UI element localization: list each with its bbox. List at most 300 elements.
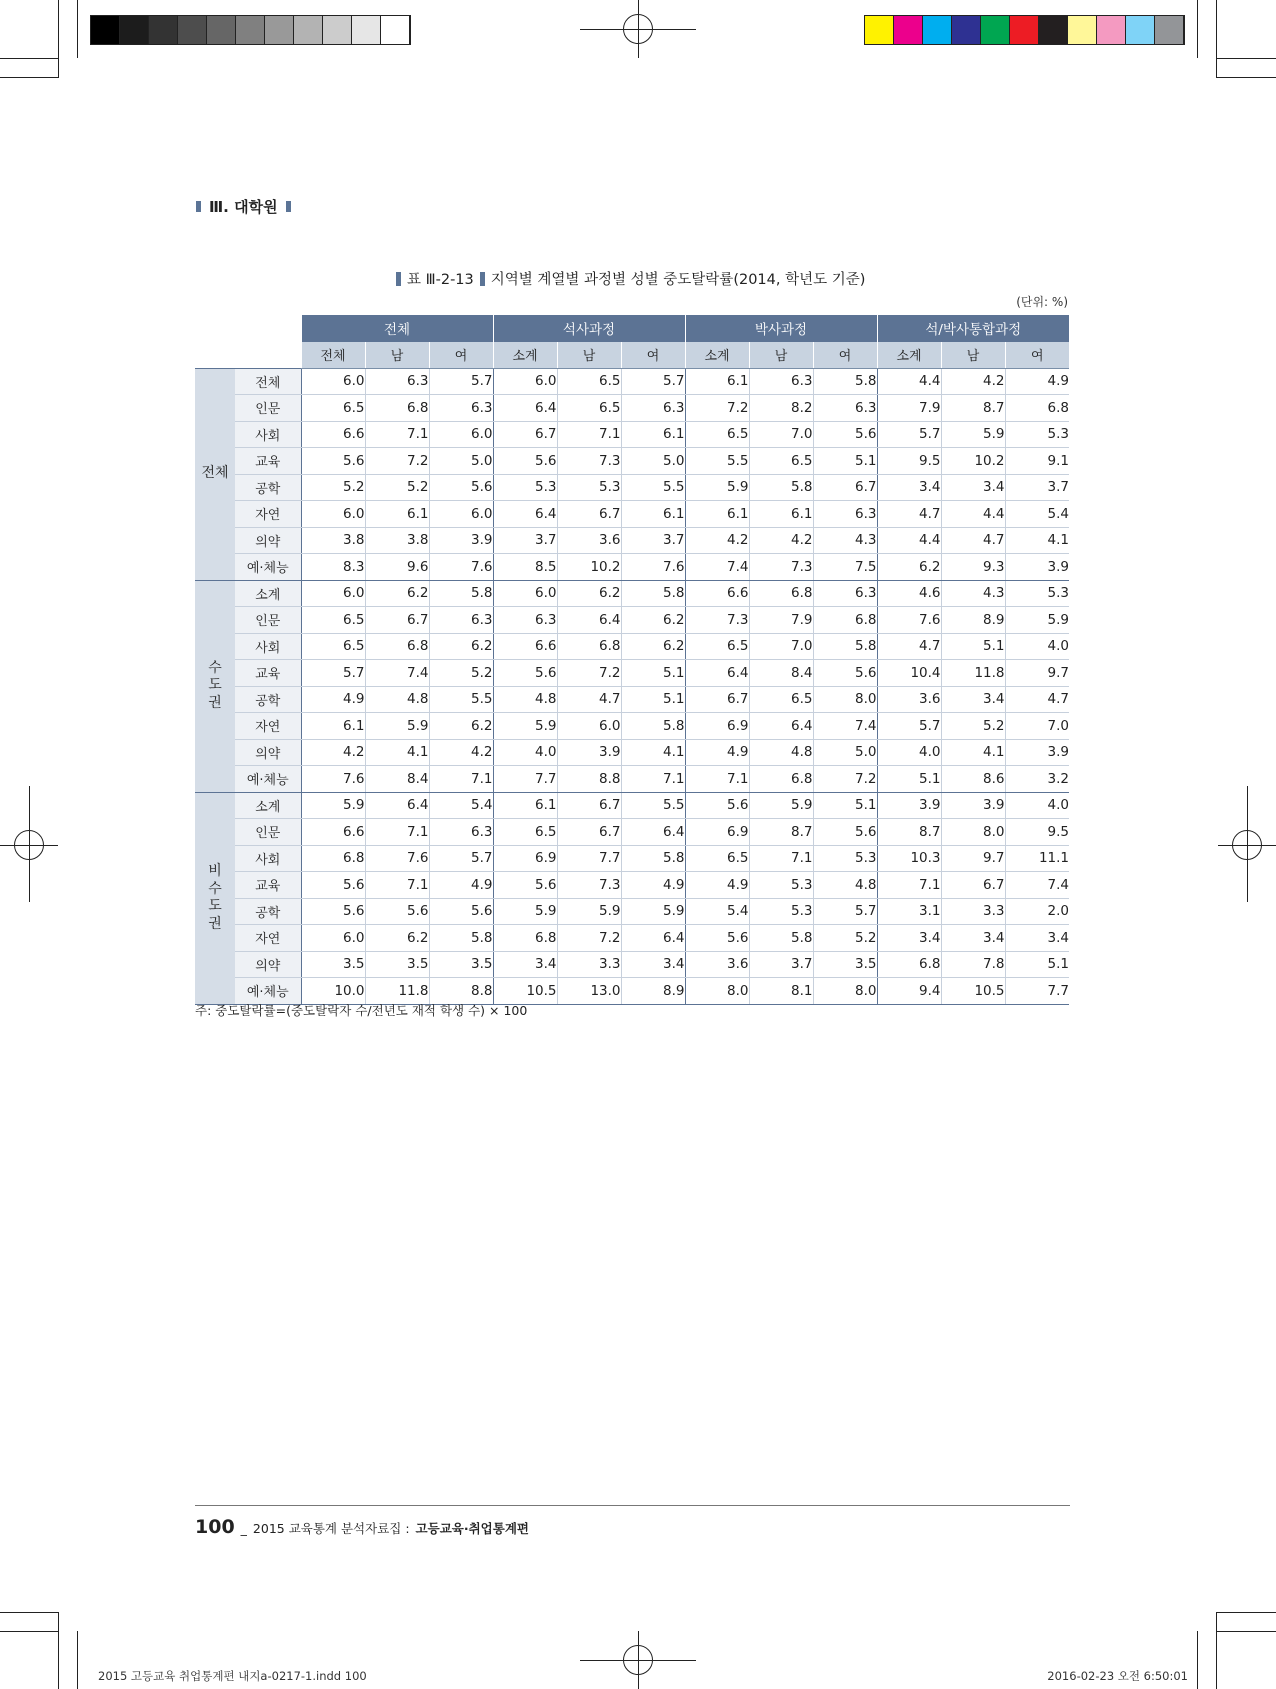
value-cell: 5.6 (429, 474, 493, 501)
value-cell: 7.7 (1005, 978, 1069, 1005)
value-cell: 5.1 (877, 766, 941, 793)
field-cell: 의약 (235, 951, 301, 978)
title-marker-icon (396, 272, 401, 286)
group-header: 전체 (301, 315, 493, 342)
value-cell: 7.1 (365, 421, 429, 448)
value-cell: 6.1 (685, 501, 749, 528)
value-cell: 4.9 (685, 872, 749, 899)
field-cell: 의약 (235, 739, 301, 766)
value-cell: 4.7 (941, 527, 1005, 554)
color-swatch (1010, 16, 1039, 44)
value-cell: 4.8 (365, 686, 429, 713)
region-cell (195, 580, 235, 792)
value-cell: 4.7 (877, 501, 941, 528)
table-row (195, 607, 1069, 634)
value-cell: 6.3 (493, 607, 557, 634)
value-cell: 8.8 (557, 766, 621, 793)
value-cell: 6.0 (301, 580, 365, 607)
value-cell: 5.6 (685, 792, 749, 819)
value-cell: 4.1 (941, 739, 1005, 766)
value-cell: 4.6 (877, 580, 941, 607)
value-cell: 4.1 (621, 739, 685, 766)
value-cell: 3.4 (493, 951, 557, 978)
value-cell: 6.0 (301, 501, 365, 528)
value-cell: 5.6 (685, 925, 749, 952)
gray-swatch (294, 16, 323, 44)
value-cell: 5.9 (365, 713, 429, 740)
value-cell: 11.8 (365, 978, 429, 1005)
value-cell: 8.4 (749, 660, 813, 687)
value-cell: 7.1 (365, 819, 429, 846)
value-cell: 6.2 (365, 580, 429, 607)
field-cell: 사회 (235, 421, 301, 448)
value-cell: 6.5 (493, 819, 557, 846)
table-row (195, 739, 1069, 766)
value-cell: 4.1 (1005, 527, 1069, 554)
value-cell: 6.1 (749, 501, 813, 528)
value-cell: 6.1 (301, 713, 365, 740)
value-cell: 5.8 (621, 580, 685, 607)
field-cell: 교육 (235, 872, 301, 899)
table-row (195, 660, 1069, 687)
value-cell: 4.0 (1005, 792, 1069, 819)
value-cell: 7.6 (429, 554, 493, 581)
value-cell: 9.4 (877, 978, 941, 1005)
value-cell: 5.9 (941, 421, 1005, 448)
value-cell: 4.8 (749, 739, 813, 766)
value-cell: 5.0 (813, 739, 877, 766)
value-cell: 3.8 (301, 527, 365, 554)
value-cell: 7.1 (365, 872, 429, 899)
value-cell: 6.4 (493, 395, 557, 422)
sub-header: 여 (429, 342, 493, 369)
table-row (195, 872, 1069, 899)
value-cell: 4.1 (365, 739, 429, 766)
value-cell: 6.5 (749, 448, 813, 475)
value-cell: 6.6 (301, 819, 365, 846)
value-cell: 7.6 (621, 554, 685, 581)
value-cell: 7.6 (301, 766, 365, 793)
value-cell: 5.7 (621, 368, 685, 395)
page-footer (195, 1516, 529, 1538)
value-cell: 7.0 (1005, 713, 1069, 740)
region-label: 비수도권 (208, 863, 222, 932)
value-cell: 6.9 (685, 819, 749, 846)
value-cell: 5.6 (301, 898, 365, 925)
value-cell: 3.4 (877, 925, 941, 952)
value-cell: 7.2 (557, 660, 621, 687)
field-cell: 사회 (235, 633, 301, 660)
table-row (195, 633, 1069, 660)
field-cell: 인문 (235, 819, 301, 846)
value-cell: 5.8 (621, 845, 685, 872)
value-cell: 6.5 (557, 368, 621, 395)
value-cell: 7.2 (685, 395, 749, 422)
unit-label: (단위: %) (1016, 295, 1068, 309)
value-cell: 11.1 (1005, 845, 1069, 872)
region-label: 전체 (201, 465, 229, 482)
value-cell: 3.9 (941, 792, 1005, 819)
value-cell: 5.5 (621, 474, 685, 501)
value-cell: 6.1 (621, 421, 685, 448)
value-cell: 3.8 (365, 527, 429, 554)
value-cell: 3.6 (557, 527, 621, 554)
field-cell: 예·체능 (235, 978, 301, 1005)
section-title: Ⅲ. 대학원 (209, 198, 278, 216)
value-cell: 8.5 (493, 554, 557, 581)
value-cell: 3.6 (877, 686, 941, 713)
process-color-bar (864, 15, 1185, 45)
value-cell: 3.7 (621, 527, 685, 554)
value-cell: 6.2 (877, 554, 941, 581)
footer-divider (195, 1505, 1070, 1506)
value-cell: 6.9 (685, 713, 749, 740)
value-cell: 6.4 (621, 819, 685, 846)
value-cell: 6.5 (301, 395, 365, 422)
value-cell: 6.1 (493, 792, 557, 819)
gray-swatch (352, 16, 381, 44)
color-swatch (1068, 16, 1097, 44)
table-row (195, 580, 1069, 607)
footer-volume: 고등교육·취업통계편 (415, 1521, 529, 1536)
value-cell: 6.4 (493, 501, 557, 528)
table-row (195, 951, 1069, 978)
value-cell: 5.2 (941, 713, 1005, 740)
value-cell: 3.5 (365, 951, 429, 978)
value-cell: 6.4 (621, 925, 685, 952)
value-cell: 7.2 (557, 925, 621, 952)
value-cell: 7.0 (749, 421, 813, 448)
value-cell: 8.9 (941, 607, 1005, 634)
value-cell: 8.7 (877, 819, 941, 846)
value-cell: 8.0 (813, 686, 877, 713)
value-cell: 3.9 (1005, 554, 1069, 581)
table-row (195, 421, 1069, 448)
field-cell: 교육 (235, 660, 301, 687)
value-cell: 4.9 (301, 686, 365, 713)
value-cell: 5.1 (941, 633, 1005, 660)
value-cell: 4.9 (621, 872, 685, 899)
value-cell: 6.2 (429, 633, 493, 660)
value-cell: 10.3 (877, 845, 941, 872)
value-cell: 5.5 (429, 686, 493, 713)
value-cell: 13.0 (557, 978, 621, 1005)
value-cell: 4.2 (749, 527, 813, 554)
value-cell: 7.3 (685, 607, 749, 634)
value-cell: 5.6 (493, 872, 557, 899)
value-cell: 5.3 (1005, 421, 1069, 448)
color-swatch (1039, 16, 1068, 44)
value-cell: 7.3 (557, 872, 621, 899)
value-cell: 6.7 (493, 421, 557, 448)
value-cell: 5.2 (365, 474, 429, 501)
value-cell: 7.7 (493, 766, 557, 793)
value-cell: 6.4 (749, 713, 813, 740)
value-cell: 6.0 (557, 713, 621, 740)
value-cell: 5.0 (429, 448, 493, 475)
value-cell: 9.5 (877, 448, 941, 475)
value-cell: 6.3 (429, 607, 493, 634)
table-row (195, 713, 1069, 740)
field-cell: 전체 (235, 368, 301, 395)
value-cell: 4.2 (941, 368, 1005, 395)
value-cell: 4.4 (877, 368, 941, 395)
value-cell: 6.3 (749, 368, 813, 395)
value-cell: 5.4 (685, 898, 749, 925)
color-swatch (1097, 16, 1126, 44)
value-cell: 9.6 (365, 554, 429, 581)
value-cell: 7.2 (365, 448, 429, 475)
value-cell: 6.5 (301, 607, 365, 634)
value-cell: 5.3 (749, 872, 813, 899)
value-cell: 6.7 (813, 474, 877, 501)
value-cell: 7.2 (813, 766, 877, 793)
value-cell: 6.7 (557, 819, 621, 846)
title-marker-icon (480, 272, 485, 286)
value-cell: 4.4 (941, 501, 1005, 528)
value-cell: 5.8 (749, 925, 813, 952)
value-cell: 5.3 (749, 898, 813, 925)
value-cell: 4.0 (877, 739, 941, 766)
value-cell: 6.0 (301, 368, 365, 395)
value-cell: 6.8 (749, 580, 813, 607)
color-swatch (1155, 16, 1184, 44)
value-cell: 3.7 (1005, 474, 1069, 501)
value-cell: 8.2 (749, 395, 813, 422)
table-row (195, 845, 1069, 872)
value-cell: 4.2 (429, 739, 493, 766)
field-cell: 예·체능 (235, 766, 301, 793)
sub-header-row (195, 342, 1069, 369)
value-cell: 7.1 (685, 766, 749, 793)
color-swatch (894, 16, 923, 44)
value-cell: 7.4 (1005, 872, 1069, 899)
value-cell: 4.7 (557, 686, 621, 713)
value-cell: 7.3 (749, 554, 813, 581)
value-cell: 10.2 (941, 448, 1005, 475)
value-cell: 9.3 (941, 554, 1005, 581)
value-cell: 5.3 (493, 474, 557, 501)
value-cell: 6.4 (685, 660, 749, 687)
value-cell: 5.8 (813, 368, 877, 395)
field-cell: 사회 (235, 845, 301, 872)
value-cell: 8.4 (365, 766, 429, 793)
value-cell: 6.1 (621, 501, 685, 528)
value-cell: 10.5 (493, 978, 557, 1005)
field-cell: 소계 (235, 580, 301, 607)
value-cell: 6.6 (493, 633, 557, 660)
value-cell: 5.6 (429, 898, 493, 925)
value-cell: 5.1 (1005, 951, 1069, 978)
value-cell: 6.2 (557, 580, 621, 607)
value-cell: 3.2 (1005, 766, 1069, 793)
value-cell: 3.5 (429, 951, 493, 978)
value-cell: 5.1 (813, 448, 877, 475)
value-cell: 5.9 (685, 474, 749, 501)
value-cell: 3.9 (1005, 739, 1069, 766)
group-header-row (195, 315, 1069, 342)
value-cell: 4.4 (877, 527, 941, 554)
value-cell: 5.8 (621, 713, 685, 740)
value-cell: 5.0 (621, 448, 685, 475)
value-cell: 3.5 (301, 951, 365, 978)
value-cell: 4.2 (685, 527, 749, 554)
sub-header: 남 (365, 342, 429, 369)
table-row (195, 925, 1069, 952)
value-cell: 5.8 (429, 925, 493, 952)
section-marker-icon (196, 201, 201, 212)
value-cell: 4.8 (813, 872, 877, 899)
gray-swatch (265, 16, 294, 44)
value-cell: 6.2 (621, 607, 685, 634)
group-header: 박사과정 (685, 315, 877, 342)
region-cell (195, 368, 235, 580)
value-cell: 5.9 (493, 713, 557, 740)
value-cell: 6.0 (429, 501, 493, 528)
sub-header: 남 (941, 342, 1005, 369)
value-cell: 6.3 (365, 368, 429, 395)
value-cell: 6.7 (685, 686, 749, 713)
value-cell: 3.9 (557, 739, 621, 766)
value-cell: 8.6 (941, 766, 1005, 793)
value-cell: 4.7 (877, 633, 941, 660)
field-cell: 소계 (235, 792, 301, 819)
value-cell: 6.5 (685, 421, 749, 448)
gray-swatch (236, 16, 265, 44)
color-swatch (1126, 16, 1155, 44)
value-cell: 6.2 (429, 713, 493, 740)
value-cell: 5.3 (557, 474, 621, 501)
field-cell: 의약 (235, 527, 301, 554)
value-cell: 6.3 (813, 501, 877, 528)
value-cell: 7.4 (685, 554, 749, 581)
value-cell: 3.6 (685, 951, 749, 978)
value-cell: 10.5 (941, 978, 1005, 1005)
table-row (195, 554, 1069, 581)
value-cell: 6.3 (429, 819, 493, 846)
color-swatch (952, 16, 981, 44)
value-cell: 5.8 (749, 474, 813, 501)
value-cell: 8.0 (813, 978, 877, 1005)
value-cell: 6.8 (749, 766, 813, 793)
value-cell: 5.6 (493, 448, 557, 475)
gray-swatch (207, 16, 236, 44)
value-cell: 9.7 (1005, 660, 1069, 687)
value-cell: 5.7 (301, 660, 365, 687)
value-cell: 3.9 (877, 792, 941, 819)
value-cell: 6.7 (365, 607, 429, 634)
field-cell: 자연 (235, 925, 301, 952)
value-cell: 10.4 (877, 660, 941, 687)
sub-header: 여 (1005, 342, 1069, 369)
value-cell: 8.7 (749, 819, 813, 846)
value-cell: 6.9 (493, 845, 557, 872)
value-cell: 4.3 (813, 527, 877, 554)
value-cell: 5.7 (813, 898, 877, 925)
page-number: 100 (195, 1516, 235, 1538)
value-cell: 7.1 (429, 766, 493, 793)
value-cell: 3.7 (493, 527, 557, 554)
value-cell: 3.9 (429, 527, 493, 554)
value-cell: 6.4 (365, 792, 429, 819)
gray-swatch (323, 16, 352, 44)
table-title (396, 268, 865, 289)
field-cell: 공학 (235, 474, 301, 501)
value-cell: 3.4 (621, 951, 685, 978)
value-cell: 4.0 (1005, 633, 1069, 660)
value-cell: 3.4 (877, 474, 941, 501)
value-cell: 7.1 (557, 421, 621, 448)
value-cell: 4.9 (685, 739, 749, 766)
value-cell: 5.5 (621, 792, 685, 819)
value-cell: 5.2 (301, 474, 365, 501)
value-cell: 5.3 (1005, 580, 1069, 607)
value-cell: 6.7 (941, 872, 1005, 899)
value-cell: 5.1 (621, 660, 685, 687)
sub-header: 여 (621, 342, 685, 369)
value-cell: 7.1 (621, 766, 685, 793)
value-cell: 3.3 (941, 898, 1005, 925)
value-cell: 6.3 (813, 395, 877, 422)
value-cell: 6.3 (621, 395, 685, 422)
value-cell: 6.0 (301, 925, 365, 952)
color-swatch (865, 16, 894, 44)
value-cell: 6.0 (493, 580, 557, 607)
sub-header: 전체 (301, 342, 365, 369)
value-cell: 5.6 (493, 660, 557, 687)
table-label: 표 Ⅲ-2-13 (407, 272, 474, 288)
section-header (196, 196, 291, 217)
value-cell: 7.6 (365, 845, 429, 872)
region-cell (195, 792, 235, 1004)
value-cell: 5.8 (429, 580, 493, 607)
value-cell: 3.3 (557, 951, 621, 978)
value-cell: 10.2 (557, 554, 621, 581)
value-cell: 5.8 (813, 633, 877, 660)
value-cell: 4.7 (1005, 686, 1069, 713)
field-cell: 예·체능 (235, 554, 301, 581)
gray-color-bar (90, 15, 411, 45)
value-cell: 5.7 (429, 845, 493, 872)
sub-header: 남 (557, 342, 621, 369)
value-cell: 6.5 (685, 633, 749, 660)
value-cell: 6.3 (813, 580, 877, 607)
value-cell: 8.7 (941, 395, 1005, 422)
sub-header: 소계 (685, 342, 749, 369)
group-header: 석/박사통합과정 (877, 315, 1069, 342)
table-row (195, 527, 1069, 554)
value-cell: 6.0 (493, 368, 557, 395)
value-cell: 6.6 (301, 421, 365, 448)
value-cell: 5.5 (685, 448, 749, 475)
color-swatch (923, 16, 952, 44)
table-row (195, 898, 1069, 925)
gray-swatch (381, 16, 410, 44)
value-cell: 7.3 (557, 448, 621, 475)
value-cell: 9.5 (1005, 819, 1069, 846)
value-cell: 6.8 (1005, 395, 1069, 422)
value-cell: 3.5 (813, 951, 877, 978)
value-cell: 8.1 (749, 978, 813, 1005)
value-cell: 2.0 (1005, 898, 1069, 925)
value-cell: 3.4 (941, 925, 1005, 952)
value-cell: 6.1 (365, 501, 429, 528)
value-cell: 5.7 (429, 368, 493, 395)
table-row (195, 448, 1069, 475)
value-cell: 5.9 (301, 792, 365, 819)
value-cell: 5.2 (429, 660, 493, 687)
field-cell: 인문 (235, 395, 301, 422)
